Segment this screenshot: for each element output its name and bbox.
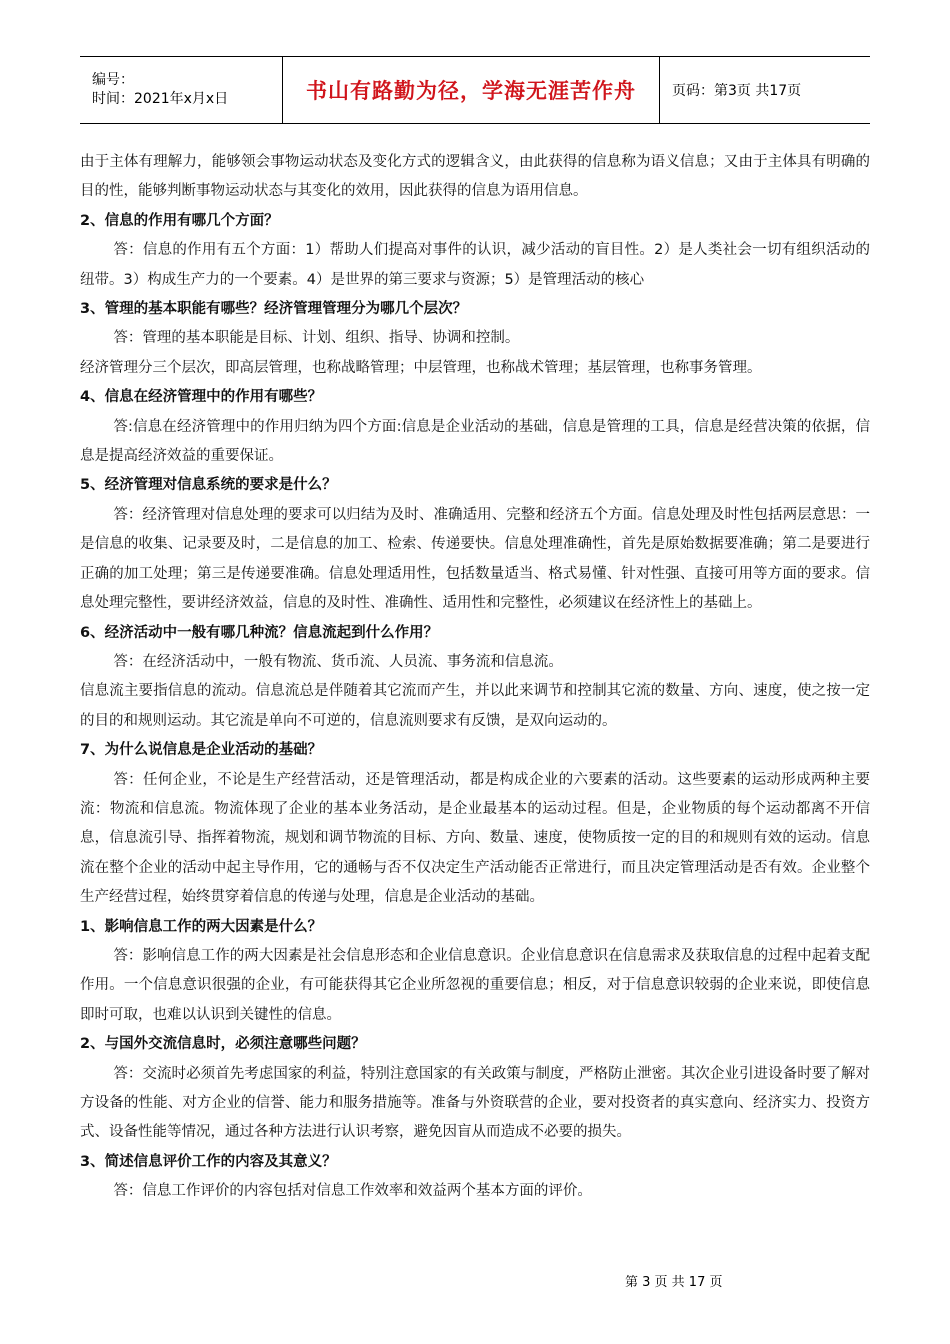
question-heading: 2、信息的作用有哪几个方面？ (80, 212, 279, 229)
document-time-label: 时间：2021年x月x日 (92, 91, 229, 107)
question-heading: 5、经济管理对信息系统的要求是什么？ (80, 477, 337, 494)
question-heading: 6、经济活动中一般有哪几种流？信息流起到什么作用？ (80, 624, 439, 641)
answer-paragraph: 答：信息工作评价的内容包括对信息工作效率和效益两个基本方面的评价。 (113, 1183, 592, 1200)
document-body (80, 148, 870, 1207)
question-heading: 3、简述信息评价工作的内容及其意义？ (80, 1153, 337, 1170)
answer-paragraph: 答：管理的基本职能是目标、计划、组织、指导、协调和控制。 (113, 330, 520, 347)
question-heading: 2、与国外交流信息时，必须注意哪些问题？ (80, 1036, 366, 1053)
answer-paragraph: 答：任何企业，不论是生产经营活动，还是管理活动，都是构成企业的六要素的活动。这些要素的运动形成两种主要流：物流和信息流。物流体现了企业的基本业务活动，是企业最基本的运动过程。但是，企业物质的每个运动都离不开信息，信息流引导、指挥着物流，规划和调节物流的目标、方向、数量、速度，使物质按一定的目的和规则有效的运动。信息流在整个企业的活动中起主导作用，它的通畅与否不仅决定生产活动能否正常进行，而且决定管理活动是否有效。企业整个生产经营过程，始终贯穿着信息的传递与处理，信息是企业活动的基础。 (80, 771, 870, 906)
answer-paragraph: 答：在经济活动中，一般有物流、货币流、人员流、事务流和信息流。 (113, 653, 563, 670)
answer-paragraph: 答:信息在经济管理中的作用归纳为四个方面:信息是企业活动的基础，信息是管理的工具，信息是经营决策的依据，信息是提高经济效益的重要保证。 (80, 418, 870, 465)
header-motto: 书山有路勤为径，学海无涯苦作舟 (306, 79, 636, 103)
body-paragraph: 信息流主要指信息的流动。信息流总是伴随着其它流而产生，并以此来调节和控制其它流的数量、方向、速度，使之按一定的目的和规则运动。其它流是单向不可逆的，信息流则要求有反馈，是双向运动的。 (80, 683, 870, 729)
body-paragraph: 经济管理分三个层次，即高层管理，也称战略管理；中层管理，也称战术管理；基层管理，也称事务管理。 (80, 359, 762, 376)
document-number-label: 编号： (92, 72, 134, 88)
question-heading: 1、影响信息工作的两大因素是什么？ (80, 918, 323, 935)
page-footer: 第 3 页 共 17 页 (625, 1275, 723, 1290)
question-heading: 3、管理的基本职能有哪些？经济管理管理分为哪几个层次？ (80, 301, 468, 318)
header-page-label: 页码：第3页 共17页 (672, 83, 802, 99)
question-heading: 7、为什么说信息是企业活动的基础？ (80, 742, 323, 759)
question-heading: 4、信息在经济管理中的作用有哪些？ (80, 389, 323, 406)
page-header (80, 56, 870, 124)
answer-paragraph: 答：影响信息工作的两大因素是社会信息形态和企业信息意识。企业信息意识在信息需求及获取信息的过程中起着支配作用。一个信息意识很强的企业，有可能获得其它企业所忽视的重要信息；相反，对于信息意识较弱的企业来说，即使信息即时可取，也难以认识到关键性的信息。 (80, 947, 870, 1023)
header-page-cell (660, 57, 870, 123)
header-left-cell (80, 57, 283, 123)
header-motto-cell (283, 57, 660, 123)
body-paragraph: 由于主体有理解力，能够领会事物运动状态及变化方式的逻辑含义，由此获得的信息称为语义信息；又由于主体具有明确的目的性，能够判断事物运动状态与其变化的效用，因此获得的信息为语用信息。 (80, 154, 870, 200)
answer-paragraph: 答：交流时必须首先考虑国家的利益，特别注意国家的有关政策与制度，严格防止泄密。其次企业引进设备时要了解对方设备的性能、对方企业的信誉、能力和服务措施等。准备与外资联营的企业，要对投资者的真实意向、经济实力、投资方式、设备性能等情况，通过各种方法进行认识考察，避免因盲从而造成不必要的损失。 (80, 1065, 870, 1141)
answer-paragraph: 答：经济管理对信息处理的要求可以归结为及时、准确适用、完整和经济五个方面。信息处理及时性包括两层意思：一是信息的收集、记录要及时，二是信息的加工、检索、传递要快。信息处理准确性，首先是原始数据要准确；第二是要进行正确的加工处理；第三是传递要准确。信息处理适用性，包括数量适当、格式易懂、针对性强、直接可用等方面的要求。信息处理完整性，要讲经济效益，信息的及时性、准确性、适用性和完整性，必须建议在经济性上的基础上。 (80, 506, 870, 612)
answer-paragraph: 答：信息的作用有五个方面：1）帮助人们提高对事件的认识，减少活动的盲目性。2）是人类社会一切有组织活动的纽带。3）构成生产力的一个要素。4）是世界的第三要求与资源；5）是管理活动的核心 (80, 242, 870, 288)
